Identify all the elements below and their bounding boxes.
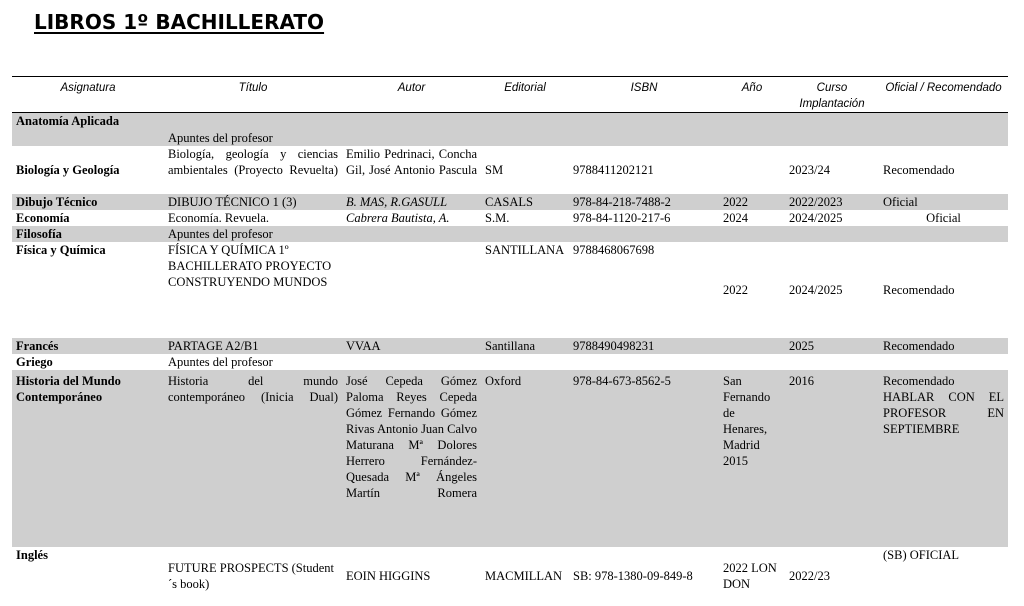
- title-cell: Apuntes del profesor: [164, 113, 342, 146]
- status-cell: Recomendado: [879, 338, 1008, 354]
- author-cell: Emilio Pedrinaci, Concha Gil, José Antonio Pascula: [346, 146, 477, 177]
- course-cell: 2023/24: [789, 162, 830, 177]
- table-row: [12, 338, 1008, 354]
- column-header-publisher: Editorial: [504, 82, 546, 94]
- title-cell: FUTURE PROSPECTS (Student´s book): [168, 560, 335, 591]
- year-cell: [719, 338, 785, 354]
- isbn-cell: [569, 354, 719, 370]
- status-cell: Oficial: [926, 210, 961, 225]
- author-cell: VVAA: [342, 338, 481, 354]
- header-row: [12, 77, 1008, 113]
- table-row: [12, 354, 1008, 370]
- column-header-year: Año: [741, 82, 763, 94]
- publisher-cell: [481, 113, 569, 146]
- author-cell: [342, 113, 481, 146]
- table-row: [12, 113, 1008, 146]
- table-row: [12, 210, 1008, 226]
- title-cell: Biología, geología y ciencias ambientales (Proyecto Revuelta): [168, 146, 338, 177]
- isbn-cell: [569, 113, 719, 146]
- subject-cell: Biología y Geología: [16, 162, 120, 177]
- column-header-status: Oficial / Recomendado: [885, 82, 1002, 94]
- books-table: [12, 76, 1008, 605]
- status-cell: Oficial: [879, 194, 1008, 210]
- isbn-cell: 978-84-1120-217-6: [573, 210, 671, 225]
- publisher-cell: CASALS: [481, 194, 569, 210]
- subject-cell: Anatomía Aplicada: [12, 113, 164, 146]
- subject-cell: Filosofía: [12, 226, 164, 242]
- subject-cell: Inglés: [16, 547, 48, 562]
- table-row: [12, 194, 1008, 210]
- isbn-cell: 9788411202121: [573, 162, 654, 177]
- title-cell: Economía. Revuela.: [168, 210, 270, 225]
- publisher-cell: MACMILLAN: [485, 568, 563, 583]
- isbn-cell: 978-84-673-8562-5: [569, 370, 719, 547]
- course-cell: 2022/23: [789, 568, 830, 583]
- year-cell: [719, 226, 785, 242]
- table-row: [12, 242, 1008, 338]
- course-cell: 2024/2025: [789, 282, 843, 297]
- author-cell: EOIN HIGGINS: [346, 568, 431, 583]
- status-cell: [879, 354, 1008, 370]
- publisher-cell: S.M.: [485, 210, 510, 225]
- column-header-course: Curso Implantación: [799, 82, 865, 110]
- course-cell: [785, 354, 879, 370]
- isbn-cell: 9788490498231: [569, 338, 719, 354]
- column-header-subject: Asignatura: [60, 82, 116, 94]
- course-cell: 2022/2023: [785, 194, 879, 210]
- year-cell: [719, 113, 785, 146]
- year-cell: 2022: [719, 194, 785, 210]
- status-cell: Recomendado HABLAR CON EL PROFESOR EN SEPTIEMBRE: [879, 370, 1008, 547]
- isbn-cell: 978-84-218-7488-2: [569, 194, 719, 210]
- title-cell: Historia del mundo contemporáneo (Inicia Dual): [164, 370, 342, 547]
- subject-cell: Historia del Mundo Contemporáneo: [12, 370, 164, 547]
- table-row: [12, 226, 1008, 242]
- isbn-cell: 9788468067698: [573, 242, 655, 257]
- year-cell: San Fernando de Henares, Madrid 2015: [719, 370, 785, 547]
- publisher-cell: SM: [485, 162, 504, 177]
- author-cell: B. MAS, R.GASULL: [342, 194, 481, 210]
- column-header-title: Título: [238, 82, 268, 94]
- status-cell: [879, 113, 1008, 146]
- title-cell: Apuntes del profesor: [164, 226, 342, 242]
- table-row: [12, 146, 1008, 194]
- publisher-cell: SANTILLANA: [485, 242, 565, 257]
- course-cell: 2024/2025: [789, 210, 843, 225]
- status-cell: [879, 226, 1008, 242]
- author-cell: Cabrera Bautista, A.: [346, 210, 450, 225]
- year-cell: 2022 LONDON: [723, 560, 777, 591]
- author-cell: [342, 226, 481, 242]
- publisher-cell: Oxford: [481, 370, 569, 547]
- subject-cell: Griego: [16, 354, 53, 369]
- subject-cell: Economía: [16, 210, 70, 225]
- year-cell: [719, 354, 785, 370]
- column-header-author: Autor: [397, 82, 426, 94]
- course-cell: [785, 113, 879, 146]
- subject-cell: Francés: [12, 338, 164, 354]
- title-cell: Apuntes del profesor: [168, 354, 273, 369]
- author-cell: [342, 354, 481, 370]
- year-cell: 2022: [723, 282, 748, 297]
- title-cell: FÍSICA Y QUÍMICA 1º BACHILLERATO PROYECTO CONSTRUYENDO MUNDOS: [168, 242, 332, 289]
- year-cell: [719, 146, 785, 194]
- author-cell: José Cepeda Gómez Paloma Reyes Cepeda Gómez Fernando Gómez Rivas Antonio Juan Calvo Maturana Mª Dolores Herrero Fernández- Quesada Mª Ángeles Martín Romera: [342, 370, 481, 547]
- status-cell: Recomendado: [883, 282, 955, 297]
- page-title: LIBROS 1º BACHILLERATO: [34, 10, 325, 34]
- publisher-cell: [481, 226, 569, 242]
- subject-cell: Física y Química: [16, 242, 106, 257]
- isbn-cell: SB: 978-1380-09-849-8: [573, 568, 693, 583]
- author-cell: [342, 242, 481, 338]
- publisher-cell: [481, 354, 569, 370]
- publisher-cell: Santillana: [481, 338, 569, 354]
- course-cell: [785, 226, 879, 242]
- isbn-cell: [569, 226, 719, 242]
- table-row: [12, 370, 1008, 547]
- column-header-isbn: ISBN: [630, 82, 658, 94]
- title-cell: PARTAGE A2/B1: [164, 338, 342, 354]
- course-cell: 2016: [785, 370, 879, 547]
- status-cell: Recomendado: [883, 162, 955, 177]
- year-cell: 2024: [723, 210, 748, 225]
- subject-cell: Dibujo Técnico: [12, 194, 164, 210]
- table-row: [12, 547, 1008, 605]
- title-cell: DIBUJO TÉCNICO 1 (3): [164, 194, 342, 210]
- course-cell: 2025: [785, 338, 879, 354]
- status-cell: (SB) OFICIAL: [883, 547, 960, 562]
